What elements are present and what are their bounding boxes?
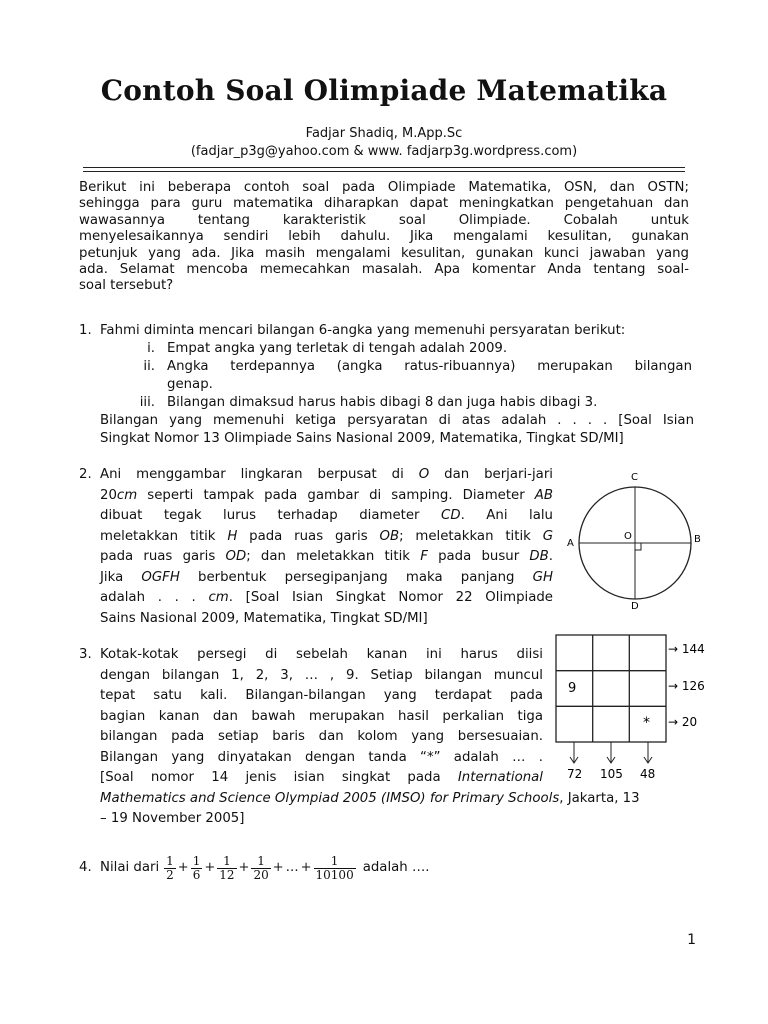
plus-sign: + <box>300 859 312 875</box>
label-d: D <box>631 601 639 612</box>
intro-line: soal tersebut? <box>79 278 174 294</box>
roman-numeral: iii. <box>139 395 155 410</box>
question-stem: Fahmi diminta mencari bilangan 6-angka yang memenuhi persyaratan berikut: <box>100 323 626 338</box>
question-line: [Soal nomor 14 jenis isian singkat pada International <box>100 770 543 785</box>
question-1 <box>79 323 694 453</box>
question-line: pada ruas garis OD; dan meletakkan titik F pada busur DB. <box>100 549 553 564</box>
header-divider-bottom <box>83 171 685 172</box>
intro-line: petunjuk yang ada. Jika masih mengalami kesulitan, gunakan kunci jawaban yang <box>79 245 689 261</box>
requirement-text: Empat angka yang terletak di tengah adalah 2009. <box>167 341 508 356</box>
intro-line: ada. Selamat mencoba memecahkan masalah. Apa komentar Anda tentang soal- <box>79 262 689 277</box>
circle-figure <box>560 468 710 618</box>
cell-value: 9 <box>568 681 577 696</box>
question-line: dengan bilangan 1, 2, 3, … , 9. Setiap bilangan muncul <box>100 667 543 683</box>
row-product: → 126 <box>668 679 705 693</box>
label-a: A <box>567 538 574 549</box>
header-divider-top <box>83 167 685 168</box>
roman-numeral: ii. <box>143 359 155 374</box>
fraction: $\frac{1}{2}$ <box>166 853 174 882</box>
roman-numeral: i. <box>147 341 155 356</box>
question-line: tepat satu kali. Bilangan-bilangan yang terdapat pada <box>100 688 543 703</box>
label-o: O <box>624 531 632 542</box>
requirement-text: genap. <box>167 377 213 392</box>
question-line: Kotak-kotak persegi di sebelah kanan ini harus diisi <box>100 647 543 662</box>
question-line: adalah . . . cm. [Soal Isian Singkat Nomor 22 Olimpiade <box>100 590 553 605</box>
question-number: 2. <box>79 467 92 482</box>
plus-sign: + <box>272 859 284 875</box>
product-grid-figure <box>550 632 720 784</box>
intro-line: menyelesaikannya sendiri lebih dahulu. Jika mengalami kesulitan, gunakan <box>79 229 689 245</box>
plus-sign: + <box>238 859 250 875</box>
plus-sign: + <box>177 859 189 875</box>
question-tail: adalah …. <box>362 859 430 875</box>
cell-star: * <box>643 715 650 731</box>
question-number: 1. <box>79 323 92 338</box>
author-name: Fadjar Shadiq, M.App.Sc <box>305 126 463 141</box>
question-line: Mathematics and Science Olympiad 2005 (IMSO) for Primary Schools, Jakarta, 13 <box>100 790 640 806</box>
column-arrows <box>570 742 652 763</box>
requirement-text: Bilangan dimaksud harus habis dibagi 8 dan juga habis dibagi 3. <box>167 395 598 410</box>
question-line: meletakkan titik H pada ruas garis OB; meletakkan titik G <box>100 528 554 544</box>
question-line: dibuat tegak lurus terhadap diameter CD. Ani lalu <box>100 508 553 523</box>
fraction: $\frac{1}{6}$ <box>192 853 201 882</box>
author-contact: (fadjar_p3g@yahoo.com & www. fadjarp3g.wordpress.com) <box>190 144 578 159</box>
question-line: Jika OGFH berbentuk persegipanjang maka panjang GH <box>100 569 553 585</box>
plus-sign: + <box>204 859 216 875</box>
question-line: – 19 November 2005] <box>100 811 245 826</box>
ellipsis: … <box>285 859 299 875</box>
question-2 <box>79 467 559 627</box>
question-tail: Singkat Nomor 13 Olimpiade Sains Nasional 2009, Matematika, Tingkat SD/MI] <box>100 431 624 446</box>
intro-line: sehingga para guru matematika diharapkan dapat meningkatkan pengetahuan dan <box>79 196 689 212</box>
question-line: Sains Nasional 2009, Matematika, Tingkat SD/MI] <box>100 610 428 626</box>
label-c: C <box>631 472 638 483</box>
fraction: $\frac{1}{20}$ <box>253 853 269 882</box>
question-number: 3. <box>79 647 92 662</box>
series-expression <box>100 848 429 888</box>
question-4 <box>79 848 679 888</box>
question-line: bilangan pada setiap baris dan kolom yang bersesuaian. <box>100 729 543 744</box>
question-lead: Nilai dari <box>100 859 160 875</box>
column-product: 72 <box>567 767 583 781</box>
row-product: → 20 <box>668 715 698 729</box>
row-product: → 144 <box>668 642 705 656</box>
fraction: $\frac{1}{10100}$ <box>315 853 354 882</box>
question-line: Ani menggambar lingkaran berpusat di O dan berjari-jari <box>100 467 553 482</box>
page-title: Contoh Soal Olimpiade Matematika <box>100 74 668 107</box>
intro-line: Berikut ini beberapa contoh soal pada Olimpiade Matematika, OSN, dan OSTN; <box>79 180 689 195</box>
question-line: 20cm seperti tampak pada gambar di samping. Diameter AB <box>100 487 553 503</box>
question-line: bagian kanan dan bawah merupakan hasil perkalian tiga <box>100 708 543 724</box>
requirement-text: Angka terdepannya (angka ratus-ribuannya) merupakan bilangan <box>167 359 692 374</box>
question-tail: Bilangan yang memenuhi ketiga persyaratan di atas adalah . . . . [Soal Isian <box>100 413 694 428</box>
fraction: $\frac{1}{12}$ <box>219 853 235 882</box>
question-line: Bilangan yang dinyatakan dengan tanda “*” adalah … . <box>100 749 543 765</box>
intro-line: wawasannya tentang karakteristik soal Olimpiade. Cobalah untuk <box>79 212 689 228</box>
column-product: 105 <box>600 767 623 781</box>
label-b: B <box>694 534 701 545</box>
page-number: 1 <box>687 932 696 948</box>
question-number: 4. <box>79 860 92 875</box>
right-angle-mark <box>635 543 641 550</box>
column-product: 48 <box>640 767 656 781</box>
intro-paragraph <box>79 180 689 300</box>
